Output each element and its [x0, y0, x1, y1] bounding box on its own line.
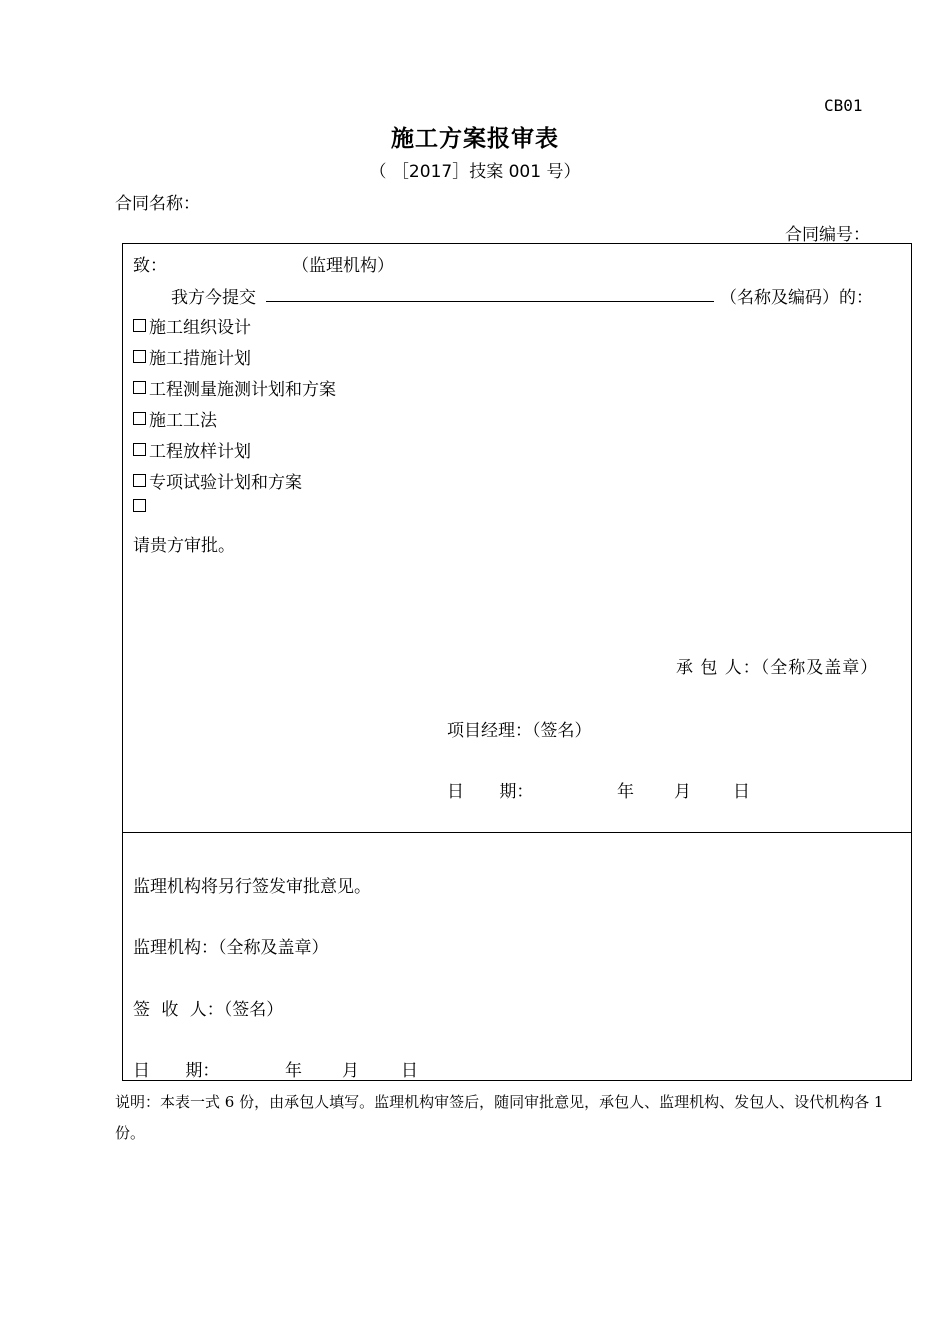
date-label: 日 期： [133, 1061, 220, 1081]
contractor-date [447, 777, 750, 802]
receiver-label: 签 收 人：（签名） [133, 1000, 284, 1020]
form-code: CB01 [824, 96, 863, 115]
option-survey-plan[interactable] [133, 375, 336, 400]
option-construction-method[interactable] [133, 406, 217, 431]
checkbox[interactable] [133, 350, 146, 363]
option-label: 专项试验计划和方案 [149, 473, 302, 493]
date-year: 年 [285, 1061, 302, 1081]
option-label: 施工措施计划 [149, 349, 251, 369]
supervisor-org-placeholder: （监理机构） [292, 256, 394, 276]
submission-name-blank[interactable] [266, 301, 714, 302]
date-month: 月 [674, 782, 691, 802]
section-divider [122, 832, 912, 833]
document-number: （ ［2017］技案 001 号） [369, 162, 581, 182]
option-special-test-plan[interactable] [133, 468, 302, 493]
checkbox[interactable] [133, 499, 146, 512]
option-label: 工程测量施测计划和方案 [149, 380, 336, 400]
option-construction-design[interactable] [133, 313, 251, 338]
date-day: 日 [733, 782, 750, 802]
contractor-label: 承 包 人：（全称及盖章） [676, 658, 879, 678]
page-title: 施工方案报审表 [391, 126, 559, 152]
contract-name-label: 合同名称： [115, 194, 200, 214]
project-manager-label: 项目经理：（签名） [447, 721, 592, 741]
option-other[interactable] [133, 499, 149, 512]
checkbox[interactable] [133, 443, 146, 456]
footnote: 说明：本表一式 6 份，由承包人填写。监理机构审签后，随同审批意见，承包人、监理机构、发包人、设代机构各 1 份。 [115, 1093, 884, 1142]
option-construction-measures[interactable] [133, 344, 251, 369]
supervisor-date [133, 1056, 418, 1081]
option-label: 工程放样计划 [149, 442, 251, 462]
submit-text: 我方今提交 [171, 288, 256, 308]
date-year: 年 [617, 782, 634, 802]
supervisor-org-label: 监理机构：（全称及盖章） [133, 938, 329, 958]
to-label: 致： [133, 256, 167, 276]
date-month: 月 [342, 1061, 359, 1081]
checkbox[interactable] [133, 474, 146, 487]
checkbox[interactable] [133, 381, 146, 394]
checkbox[interactable] [133, 412, 146, 425]
option-label: 施工工法 [149, 411, 217, 431]
date-label: 日 期： [447, 782, 534, 802]
option-label: 施工组织设计 [149, 318, 251, 338]
option-setting-out-plan[interactable] [133, 437, 251, 462]
date-day: 日 [401, 1061, 418, 1081]
supervisor-note: 监理机构将另行签发审批意见。 [133, 877, 371, 897]
submit-suffix: （名称及编码）的： [720, 288, 873, 308]
checkbox[interactable] [133, 319, 146, 332]
contract-number-label: 合同编号： [785, 225, 870, 245]
request-text: 请贵方审批。 [133, 536, 235, 556]
